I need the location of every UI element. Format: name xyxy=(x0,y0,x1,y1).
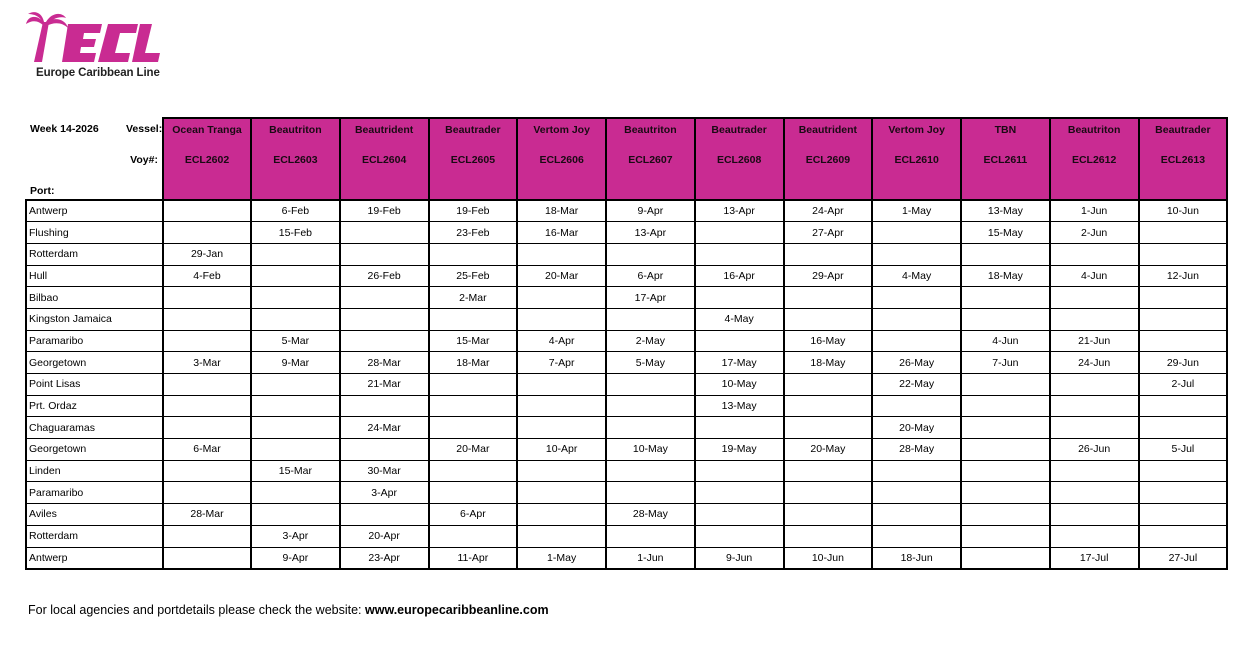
date-cell: 1-Jun xyxy=(1050,200,1139,222)
date-cell: 13-May xyxy=(695,395,784,417)
date-cell: 6-Mar xyxy=(163,439,251,461)
vessel-name: TBN xyxy=(961,118,1050,140)
date-cell: 2-May xyxy=(606,330,695,352)
date-cell: 28-Mar xyxy=(163,504,251,526)
date-cell xyxy=(961,308,1050,330)
vessel-name: Beautrader xyxy=(695,118,784,140)
date-cell: 24-Jun xyxy=(1050,352,1139,374)
date-cell: 1-May xyxy=(517,547,606,569)
date-cell: 13-Apr xyxy=(695,200,784,222)
date-cell xyxy=(695,222,784,244)
date-cell: 20-Mar xyxy=(429,439,518,461)
date-cell xyxy=(695,525,784,547)
date-cell xyxy=(784,308,873,330)
date-cell: 16-Mar xyxy=(517,222,606,244)
date-cell xyxy=(340,243,429,265)
date-cell: 10-May xyxy=(606,439,695,461)
date-cell xyxy=(1050,395,1139,417)
date-cell xyxy=(163,222,251,244)
vessel-column-fill xyxy=(1139,180,1228,200)
date-cell: 15-Mar xyxy=(429,330,518,352)
date-cell xyxy=(961,439,1050,461)
vessel-column-fill xyxy=(606,180,695,200)
company-logo xyxy=(26,12,166,84)
date-cell: 20-Mar xyxy=(517,265,606,287)
port-name: Rotterdam xyxy=(26,525,163,547)
sailing-schedule-table xyxy=(25,117,1228,570)
date-cell: 15-Feb xyxy=(251,222,340,244)
voyage-number: ECL2608 xyxy=(695,140,784,180)
port-name: Paramaribo xyxy=(26,482,163,504)
date-cell xyxy=(517,287,606,309)
date-cell: 18-Mar xyxy=(517,200,606,222)
date-cell xyxy=(1139,330,1228,352)
date-cell xyxy=(784,395,873,417)
port-row xyxy=(26,243,1227,265)
date-cell: 10-Jun xyxy=(1139,200,1228,222)
date-cell: 5-Mar xyxy=(251,330,340,352)
date-cell xyxy=(163,460,251,482)
port-name: Paramaribo xyxy=(26,330,163,352)
date-cell xyxy=(1050,504,1139,526)
date-cell xyxy=(340,287,429,309)
port-row xyxy=(26,547,1227,569)
port-row xyxy=(26,352,1227,374)
port-row xyxy=(26,308,1227,330)
date-cell xyxy=(695,504,784,526)
date-cell xyxy=(340,222,429,244)
date-cell xyxy=(429,525,518,547)
date-cell xyxy=(961,482,1050,504)
vessel-column-fill xyxy=(784,180,873,200)
date-cell xyxy=(1050,482,1139,504)
port-row xyxy=(26,439,1227,461)
voyage-number: ECL2606 xyxy=(517,140,606,180)
date-cell: 21-Mar xyxy=(340,374,429,396)
port-row xyxy=(26,417,1227,439)
date-cell: 12-Jun xyxy=(1139,265,1228,287)
date-cell: 13-May xyxy=(961,200,1050,222)
date-cell xyxy=(1139,504,1228,526)
voyage-number: ECL2612 xyxy=(1050,140,1139,180)
voyage-header-row xyxy=(26,140,1227,180)
vessel-column-fill xyxy=(872,180,961,200)
date-cell xyxy=(961,417,1050,439)
port-row xyxy=(26,482,1227,504)
date-cell xyxy=(251,395,340,417)
date-cell: 3-Apr xyxy=(340,482,429,504)
voyage-number: ECL2611 xyxy=(961,140,1050,180)
port-rows xyxy=(26,200,1227,569)
date-cell xyxy=(606,308,695,330)
date-cell xyxy=(517,374,606,396)
port-name: Chaguaramas xyxy=(26,417,163,439)
date-cell: 6-Feb xyxy=(251,200,340,222)
date-cell: 7-Jun xyxy=(961,352,1050,374)
date-cell xyxy=(1139,525,1228,547)
date-cell: 2-Jul xyxy=(1139,374,1228,396)
date-cell xyxy=(517,395,606,417)
date-cell xyxy=(606,395,695,417)
date-cell xyxy=(163,200,251,222)
date-cell xyxy=(251,417,340,439)
port-name: Antwerp xyxy=(26,200,163,222)
date-cell: 21-Jun xyxy=(1050,330,1139,352)
date-cell: 26-May xyxy=(872,352,961,374)
vessel-name: Vertom Joy xyxy=(517,118,606,140)
date-cell xyxy=(517,308,606,330)
port-row xyxy=(26,287,1227,309)
date-cell: 10-Apr xyxy=(517,439,606,461)
date-cell: 16-Apr xyxy=(695,265,784,287)
vessel-column-fill xyxy=(1050,180,1139,200)
date-cell: 4-Feb xyxy=(163,265,251,287)
date-cell xyxy=(517,417,606,439)
date-cell: 4-Jun xyxy=(961,330,1050,352)
date-cell: 28-May xyxy=(872,439,961,461)
date-cell xyxy=(872,243,961,265)
port-row xyxy=(26,395,1227,417)
date-cell: 24-Mar xyxy=(340,417,429,439)
date-cell xyxy=(517,525,606,547)
date-cell xyxy=(251,287,340,309)
date-cell: 19-May xyxy=(695,439,784,461)
date-cell: 29-Apr xyxy=(784,265,873,287)
date-cell xyxy=(961,287,1050,309)
vessel-name: Beautriton xyxy=(606,118,695,140)
voyage-number: ECL2602 xyxy=(163,140,251,180)
port-row xyxy=(26,374,1227,396)
vessel-column-fill xyxy=(340,180,429,200)
date-cell xyxy=(606,243,695,265)
date-cell: 9-Apr xyxy=(251,547,340,569)
date-cell: 2-Jun xyxy=(1050,222,1139,244)
date-cell: 28-Mar xyxy=(340,352,429,374)
date-cell xyxy=(961,460,1050,482)
port-label: Port: xyxy=(30,185,55,197)
date-cell xyxy=(163,330,251,352)
date-cell xyxy=(784,525,873,547)
voyage-number: ECL2610 xyxy=(872,140,961,180)
port-name: Prt. Ordaz xyxy=(26,395,163,417)
date-cell xyxy=(1050,525,1139,547)
ecl-logo-mark xyxy=(26,12,166,68)
date-cell: 23-Apr xyxy=(340,547,429,569)
date-cell xyxy=(340,308,429,330)
port-header-row xyxy=(26,180,1227,200)
date-cell: 4-Apr xyxy=(517,330,606,352)
date-cell: 15-Mar xyxy=(251,460,340,482)
port-row xyxy=(26,222,1227,244)
date-cell xyxy=(695,482,784,504)
date-cell xyxy=(251,439,340,461)
date-cell: 17-May xyxy=(695,352,784,374)
date-cell xyxy=(340,395,429,417)
date-cell: 18-Mar xyxy=(429,352,518,374)
date-cell: 10-May xyxy=(695,374,784,396)
date-cell: 18-May xyxy=(961,265,1050,287)
date-cell xyxy=(429,395,518,417)
date-cell xyxy=(517,460,606,482)
port-name: Kingston Jamaica xyxy=(26,308,163,330)
date-cell xyxy=(163,308,251,330)
date-cell: 9-Jun xyxy=(695,547,784,569)
date-cell xyxy=(695,417,784,439)
vessel-name: Beautrident xyxy=(340,118,429,140)
date-cell xyxy=(961,395,1050,417)
date-cell: 1-Jun xyxy=(606,547,695,569)
voyage-number: ECL2609 xyxy=(784,140,873,180)
date-cell: 25-Feb xyxy=(429,265,518,287)
date-cell: 4-May xyxy=(872,265,961,287)
date-cell xyxy=(872,222,961,244)
date-cell: 18-Jun xyxy=(872,547,961,569)
date-cell xyxy=(1139,243,1228,265)
date-cell xyxy=(163,374,251,396)
date-cell xyxy=(1050,243,1139,265)
vessel-name: Vertom Joy xyxy=(872,118,961,140)
date-cell xyxy=(784,287,873,309)
date-cell: 2-Mar xyxy=(429,287,518,309)
date-cell xyxy=(695,287,784,309)
date-cell xyxy=(1139,417,1228,439)
vessel-column-fill xyxy=(961,180,1050,200)
date-cell xyxy=(961,525,1050,547)
date-cell xyxy=(429,308,518,330)
date-cell: 16-May xyxy=(784,330,873,352)
date-cell: 3-Mar xyxy=(163,352,251,374)
port-row xyxy=(26,460,1227,482)
date-cell: 20-Apr xyxy=(340,525,429,547)
date-cell xyxy=(872,395,961,417)
vessel-label: Vessel: xyxy=(126,123,163,135)
vessel-header-row xyxy=(26,118,1227,140)
voyage-label: Voy#: xyxy=(130,154,158,166)
date-cell xyxy=(163,525,251,547)
port-name: Antwerp xyxy=(26,547,163,569)
date-cell: 17-Jul xyxy=(1050,547,1139,569)
date-cell: 19-Feb xyxy=(340,200,429,222)
date-cell xyxy=(961,374,1050,396)
vessel-name: Beautrident xyxy=(784,118,873,140)
footer-note xyxy=(28,603,549,617)
date-cell xyxy=(1139,460,1228,482)
date-cell xyxy=(251,374,340,396)
date-cell xyxy=(606,460,695,482)
date-cell xyxy=(1139,222,1228,244)
date-cell: 5-May xyxy=(606,352,695,374)
date-cell: 10-Jun xyxy=(784,547,873,569)
date-cell xyxy=(1050,308,1139,330)
date-cell xyxy=(606,374,695,396)
date-cell xyxy=(251,243,340,265)
date-cell xyxy=(961,547,1050,569)
date-cell: 6-Apr xyxy=(606,265,695,287)
port-row xyxy=(26,504,1227,526)
date-cell xyxy=(695,460,784,482)
port-name: Rotterdam xyxy=(26,243,163,265)
vessel-name: Beautrader xyxy=(429,118,518,140)
date-cell: 27-Jul xyxy=(1139,547,1228,569)
date-cell: 26-Feb xyxy=(340,265,429,287)
port-name: Linden xyxy=(26,460,163,482)
voyage-number: ECL2603 xyxy=(251,140,340,180)
date-cell xyxy=(163,287,251,309)
date-cell xyxy=(429,243,518,265)
date-cell xyxy=(1139,308,1228,330)
date-cell xyxy=(429,417,518,439)
date-cell: 24-Apr xyxy=(784,200,873,222)
date-cell xyxy=(606,482,695,504)
date-cell xyxy=(872,308,961,330)
date-cell: 7-Apr xyxy=(517,352,606,374)
date-cell: 26-Jun xyxy=(1050,439,1139,461)
footer-text: For local agencies and portdetails please check the website: xyxy=(28,603,365,617)
date-cell xyxy=(163,547,251,569)
date-cell xyxy=(163,417,251,439)
date-cell xyxy=(872,460,961,482)
date-cell xyxy=(1050,460,1139,482)
date-cell xyxy=(1050,287,1139,309)
date-cell xyxy=(1050,374,1139,396)
blank-cell xyxy=(122,180,163,200)
date-cell xyxy=(784,374,873,396)
date-cell xyxy=(606,525,695,547)
date-cell: 18-May xyxy=(784,352,873,374)
port-row xyxy=(26,200,1227,222)
date-cell xyxy=(517,504,606,526)
date-cell xyxy=(429,460,518,482)
date-cell xyxy=(784,482,873,504)
date-cell: 9-Apr xyxy=(606,200,695,222)
date-cell: 9-Mar xyxy=(251,352,340,374)
date-cell xyxy=(872,504,961,526)
date-cell xyxy=(429,482,518,504)
website-link[interactable]: www.europecaribbeanline.com xyxy=(365,603,549,617)
week-label: Week 14-2026 xyxy=(30,123,99,135)
vessel-name: Beautriton xyxy=(251,118,340,140)
date-cell xyxy=(163,482,251,504)
voyage-number: ECL2605 xyxy=(429,140,518,180)
vessel-column-fill xyxy=(163,180,251,200)
date-cell: 29-Jan xyxy=(163,243,251,265)
date-cell: 15-May xyxy=(961,222,1050,244)
date-cell xyxy=(961,243,1050,265)
vessel-column-fill xyxy=(251,180,340,200)
date-cell: 20-May xyxy=(784,439,873,461)
date-cell: 28-May xyxy=(606,504,695,526)
date-cell: 20-May xyxy=(872,417,961,439)
date-cell xyxy=(784,417,873,439)
date-cell xyxy=(872,330,961,352)
vessel-name: Beautrader xyxy=(1139,118,1228,140)
date-cell xyxy=(163,395,251,417)
voyage-number: ECL2613 xyxy=(1139,140,1228,180)
port-row xyxy=(26,265,1227,287)
date-cell xyxy=(606,417,695,439)
date-cell: 29-Jun xyxy=(1139,352,1228,374)
date-cell xyxy=(1050,417,1139,439)
port-name: Flushing xyxy=(26,222,163,244)
date-cell xyxy=(251,504,340,526)
vessel-name: Beautriton xyxy=(1050,118,1139,140)
date-cell: 27-Apr xyxy=(784,222,873,244)
date-cell: 23-Feb xyxy=(429,222,518,244)
date-cell: 19-Feb xyxy=(429,200,518,222)
voyage-number: ECL2604 xyxy=(340,140,429,180)
date-cell xyxy=(340,504,429,526)
port-name: Bilbao xyxy=(26,287,163,309)
date-cell xyxy=(695,243,784,265)
port-row xyxy=(26,525,1227,547)
date-cell: 11-Apr xyxy=(429,547,518,569)
date-cell xyxy=(340,439,429,461)
date-cell: 17-Apr xyxy=(606,287,695,309)
date-cell: 22-May xyxy=(872,374,961,396)
date-cell xyxy=(517,243,606,265)
logo-caption: Europe Caribbean Line xyxy=(36,67,160,79)
date-cell xyxy=(784,243,873,265)
port-name: Aviles xyxy=(26,504,163,526)
vessel-column-fill xyxy=(695,180,784,200)
date-cell: 5-Jul xyxy=(1139,439,1228,461)
date-cell xyxy=(872,287,961,309)
port-row xyxy=(26,330,1227,352)
date-cell xyxy=(251,308,340,330)
port-name: Point Lisas xyxy=(26,374,163,396)
date-cell: 1-May xyxy=(872,200,961,222)
vessel-column-fill xyxy=(517,180,606,200)
date-cell xyxy=(784,504,873,526)
blank-cell xyxy=(26,140,122,180)
port-name: Georgetown xyxy=(26,352,163,374)
date-cell xyxy=(872,482,961,504)
date-cell xyxy=(251,482,340,504)
date-cell: 4-May xyxy=(695,308,784,330)
date-cell xyxy=(784,460,873,482)
date-cell xyxy=(1139,287,1228,309)
date-cell: 13-Apr xyxy=(606,222,695,244)
date-cell xyxy=(517,482,606,504)
vessel-column-fill xyxy=(429,180,518,200)
port-name: Hull xyxy=(26,265,163,287)
date-cell xyxy=(340,330,429,352)
voyage-number: ECL2607 xyxy=(606,140,695,180)
date-cell xyxy=(961,504,1050,526)
date-cell xyxy=(429,374,518,396)
port-name: Georgetown xyxy=(26,439,163,461)
date-cell xyxy=(1139,395,1228,417)
date-cell xyxy=(251,265,340,287)
date-cell xyxy=(695,330,784,352)
date-cell: 4-Jun xyxy=(1050,265,1139,287)
date-cell xyxy=(872,525,961,547)
vessel-name: Ocean Tranga xyxy=(163,118,251,140)
date-cell xyxy=(1139,482,1228,504)
date-cell: 30-Mar xyxy=(340,460,429,482)
date-cell: 6-Apr xyxy=(429,504,518,526)
date-cell: 3-Apr xyxy=(251,525,340,547)
